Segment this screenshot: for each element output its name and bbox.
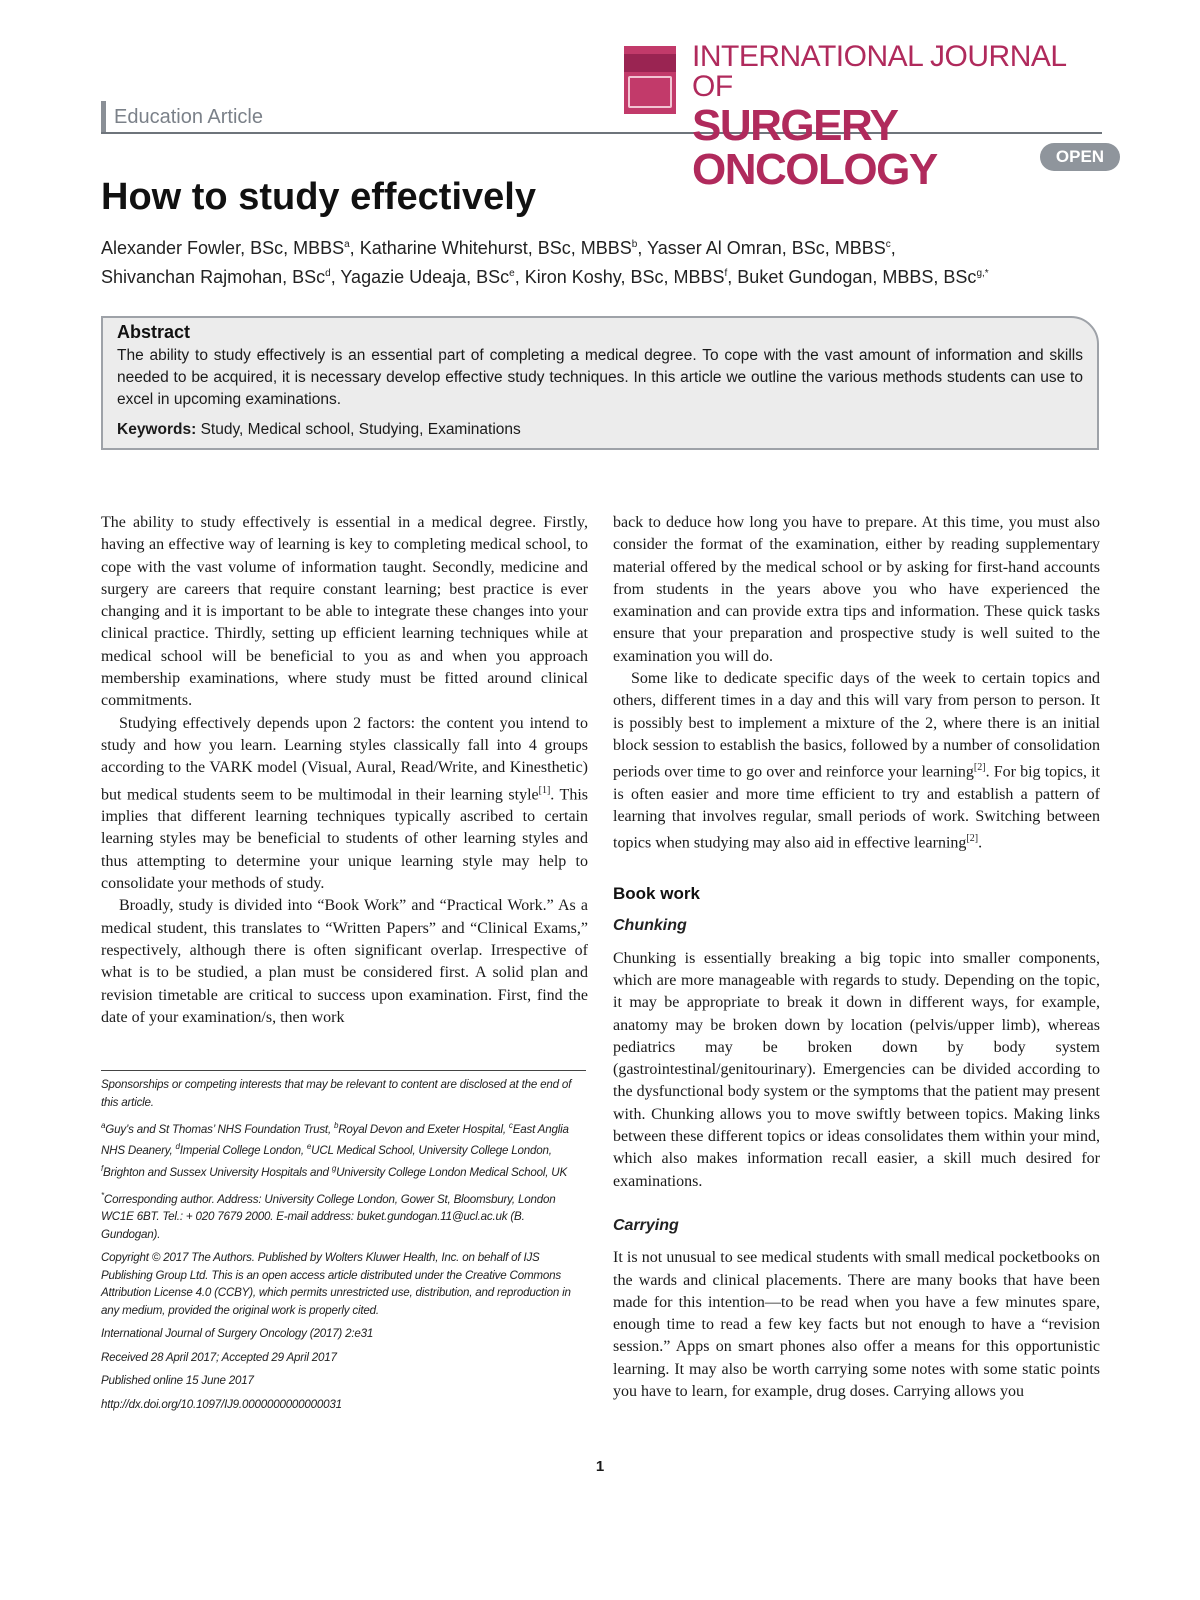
- author-separator: ,: [727, 267, 738, 287]
- doi-link[interactable]: http://dx.doi.org/10.1097/IJ9.0000000000000031: [101, 1397, 342, 1411]
- abstract-heading: Abstract: [117, 322, 191, 342]
- section-heading-book-work: Book work: [613, 884, 700, 904]
- body-paragraph: [101, 713, 588, 896]
- reference-link[interactable]: [2]: [973, 762, 986, 774]
- copyright-note: Copyright © 2017 The Authors. Published by Wolters Kluwer Health, Inc. on behalf of IJS Publishing Group Ltd. This is an open access article distributed under the Creative Commons Attribution License 4.0 (CCBY), which permits unrestricted use, distribution, and reproduction in any medium, provided the original work is properly cited.: [101, 1251, 571, 1317]
- affiliation-mark: c: [508, 1121, 513, 1130]
- keywords-label: Keywords:: [117, 421, 197, 438]
- abstract-box: [101, 316, 1099, 450]
- section-tag: Education Article: [101, 101, 263, 133]
- author-affiliation-mark: d: [325, 268, 331, 279]
- sponsorship-note: Sponsorships or competing interests that may be relevant to content are disclosed at the end of this article.: [101, 1078, 572, 1109]
- affiliation-mark: f: [101, 1163, 104, 1173]
- affiliation-text: UCL Medical School, University College London,: [311, 1144, 552, 1158]
- author-separator: ,: [330, 267, 341, 287]
- corresponding-text: Corresponding author. Address: University College London, Gower St, Bloomsbury, London WC1E 6BT. Tel.: + 020 7679 2000. E-mail address: buket.gundogan.11@ucl.ac.uk (B. Gundogan).: [101, 1192, 556, 1241]
- author-separator: ,: [637, 238, 648, 258]
- logo-glyph: [628, 76, 672, 108]
- author-name: Buket Gundogan, MBBS, BSc: [737, 267, 977, 287]
- body-paragraph: The ability to study effectively is essential in a medical degree. Firstly, having an effective way of learning is key to completing medical school, to cope with the vast volume of information taught. Secondly, medicine and surgery are careers that require constant learning; best practice is ever changing and it is important to be able to integrate these changes into your clinical practice. Thirdly, setting up efficient learning techniques while at medical school will be beneficial to you as and when you approach membership examinations, where study must be fitted around clinical commitments.: [101, 514, 588, 710]
- body-paragraph: [613, 668, 1100, 855]
- affiliation-mark: g: [331, 1163, 337, 1173]
- author-name: Yagazie Udeaja, BSc: [340, 267, 510, 287]
- footnote-divider: [101, 1070, 586, 1071]
- author-separator: ,: [514, 267, 525, 287]
- affiliation-mark: a: [101, 1121, 106, 1130]
- author-name: Katharine Whitehurst, BSc, MBBS: [359, 238, 632, 258]
- author-affiliation-mark: b: [631, 239, 638, 250]
- affiliation-text: Brighton and Sussex University Hospitals and: [103, 1165, 332, 1179]
- body-left-column: [101, 512, 588, 1029]
- received-dates: Received 28 April 2017; Accepted 29 April 2017: [101, 1350, 337, 1364]
- affiliation-mark: b: [334, 1121, 339, 1130]
- author-name: Shivanchan Rajmohan, BSc: [101, 267, 326, 287]
- affiliation-text: Guy’s and St Thomas’ NHS Foundation Trust,: [105, 1122, 334, 1136]
- author-affiliation-mark: c: [885, 239, 891, 250]
- keywords-list: Study, Medical school, Studying, Examinations: [200, 421, 521, 438]
- published-date: Published online 15 June 2017: [101, 1374, 254, 1388]
- journal-name-line2: SURGERY ONCOLOGY: [692, 101, 937, 194]
- author-name: Yasser Al Omran, BSc, MBBS: [647, 238, 886, 258]
- body-paragraph: back to deduce how long you have to prepare. At this time, you must also consider the format of the examination, either by reading supplementary material offered by the medical school or by asking for first-hand accounts from students in the years above you who have experienced the examination and can provide extra tips and information. These quick tasks ensure that your preparation and prospective study is well suited to the examination you will do.: [613, 514, 1100, 665]
- affiliation-mark: e: [306, 1142, 312, 1152]
- affiliation-mark: d: [175, 1142, 180, 1152]
- author-affiliation-mark: g,*: [976, 268, 989, 279]
- author-separator: ,: [349, 238, 360, 258]
- open-access-badge: OPEN: [1040, 143, 1120, 171]
- keywords: [117, 419, 1083, 441]
- corresponding-mark: *: [101, 1191, 104, 1201]
- body-text: .: [978, 834, 983, 852]
- corresponding-author: [101, 1187, 586, 1243]
- author-affiliation-mark: f: [724, 268, 728, 279]
- body-right-column: [613, 512, 1100, 1403]
- reference-link[interactable]: [1]: [538, 784, 551, 796]
- footnotes: [101, 1076, 586, 1419]
- subheading-carrying: Carrying: [613, 1216, 679, 1234]
- body-paragraph: Broadly, study is divided into “Book Work” and “Practical Work.” As a medical student, this translates to “Written Papers” and “Clinical Exams,” respectively, although there is often significant overlap. Irrespective of what is to be studied, a plan must be considered first. A solid plan and revision timetable are critical to success upon examination. First, find the date of your examination/s, then work: [101, 897, 588, 1026]
- author-separator: ,: [890, 238, 896, 258]
- body-paragraph: Chunking is essentially breaking a big topic into smaller components, which are more manageable with regards to study. Depending on the topic, it may be appropriate to break it down in different ways, for example, anatomy may be broken down by location (pelvis/upper limb), whereas pediatrics may be broken down by body system (gastrointestinal/genitourinary). Emergencies can be divided according to the dysfunctional body system or the symptoms that the patient may present with. Chunking allows you to move swiftly between topics. Making links between these different topics or ideas consolidates them within your mind, which also makes information recall easier, a skill much desired for examinations.: [613, 949, 1100, 1190]
- article-title: How to study effectively: [101, 176, 536, 218]
- author-affiliation-mark: a: [344, 239, 350, 250]
- affiliation-text: East Anglia NHS Deanery,: [101, 1122, 569, 1158]
- author-name: Alexander Fowler, BSc, MBBS: [101, 238, 345, 258]
- logo-band: [624, 54, 676, 72]
- abstract-text: The ability to study effectively is an essential part of completing a medical degree. To cope with the vast amount of information and skills needed to be acquired, it is necessary develop effective study techniques. In this article we outline the various methods students can use to excel in upcoming examinations.: [117, 347, 1083, 408]
- subheading-chunking: Chunking: [613, 917, 687, 935]
- reference-link[interactable]: [2]: [966, 833, 979, 845]
- affiliation-text: Royal Devon and Exeter Hospital,: [338, 1122, 509, 1136]
- affiliation-text: University College London Medical School, UK: [336, 1165, 568, 1179]
- author-list: [101, 232, 1101, 290]
- journal-citation: International Journal of Surgery Oncology (2017) 2:e31: [101, 1327, 374, 1341]
- journal-name-line1: INTERNATIONAL JOURNAL OF: [692, 40, 1066, 103]
- author-name: Kiron Koshy, BSc, MBBS: [524, 267, 725, 287]
- body-paragraph: It is not unusual to see medical students with small medical pocketbooks on the wards and clinical placements. There are many books that have been made for this intention—to be read when you have a few minutes spare, enough time to read a few key facts but not enough to have a “revision session.” Apps on smart phones also offer a means for this opportunistic learning. It may also be worth carrying some notes with some static points you have to learn, for example, drug doses. Carrying allows you: [613, 1249, 1100, 1401]
- body-text: Studying effectively depends upon 2 factors: the content you intend to study and how you learn. Learning styles classically fall into 4 groups according to the VARK model (Visual, Aural, Read/Write, and Kinesthetic) but medical students seem to be multimodal in their learning style: [101, 714, 588, 803]
- affiliations: [101, 1117, 586, 1181]
- author-line-1: [101, 232, 1101, 261]
- body-text: . This implies that different learning techniques typically ascribed to certain learning styles may be beneficial to students of other learning styles and thus attempting to determine your unique learning style may help to consolidate your methods of study.: [101, 785, 589, 893]
- page-number: 1: [595, 1458, 605, 1475]
- affiliation-text: Imperial College London,: [179, 1144, 307, 1158]
- author-affiliation-mark: e: [509, 268, 515, 279]
- journal-cover-logo: [624, 46, 676, 114]
- body-text: Some like to dedicate specific days of the week to certain topics and others, different times in a day and this will vary from person to person. It is possibly best to implement a mixture of the 2, where there is an initial block session to establish the basics, followed by a number of consolidation periods over time to go over and reinforce your learning: [613, 670, 1100, 781]
- author-line-2: [101, 261, 1101, 290]
- body-text: . For big topics, it is often easier and more time efficient to try and establish a pattern of learning that involves regular, small periods of work. Switching between topics when studying may also aid in effective learning: [613, 763, 1100, 852]
